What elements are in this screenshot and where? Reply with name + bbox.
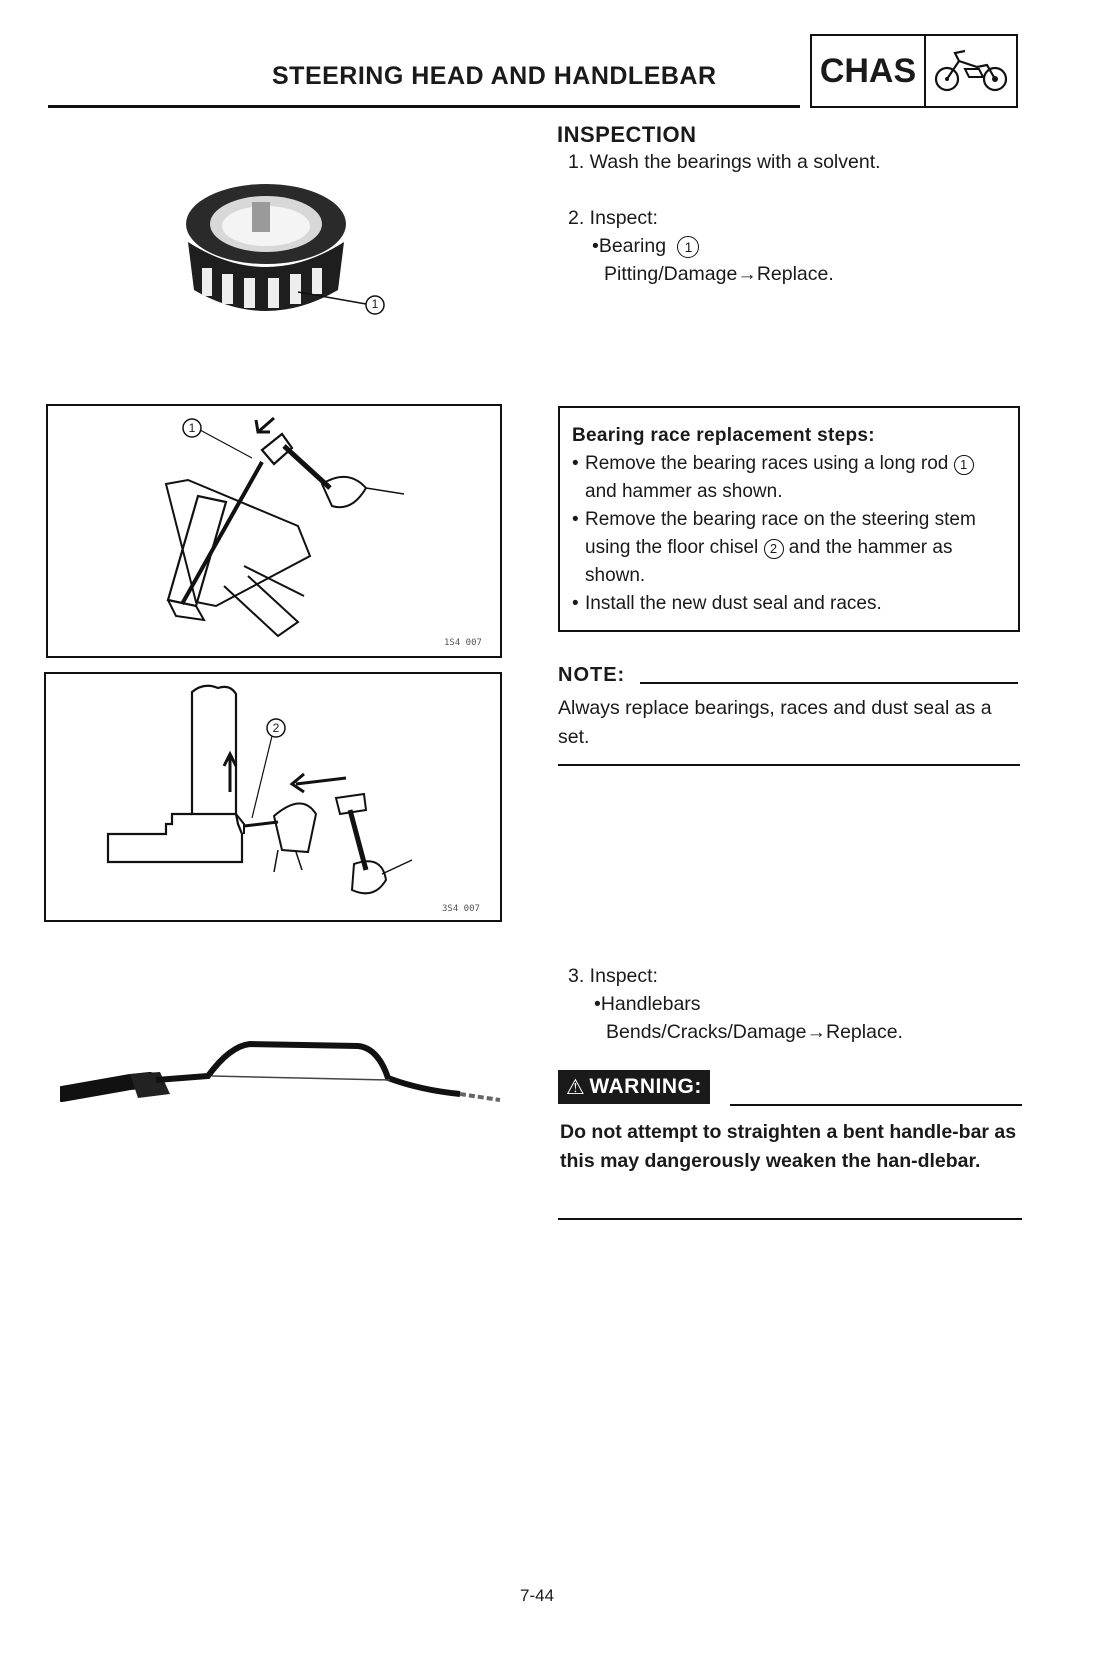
bullet-text: and the hammer as shown. xyxy=(585,537,953,586)
bullet-text: Install the new dust seal and races. xyxy=(585,593,882,614)
callout-ref: 2 xyxy=(764,539,784,559)
note-rule xyxy=(640,682,1018,684)
section-tab xyxy=(810,34,1018,108)
step-3-label: 3. Inspect: xyxy=(568,965,658,987)
chisel-callout: 2 xyxy=(272,721,280,735)
floor-chisel-figure xyxy=(44,672,502,922)
callout-ref: 1 xyxy=(954,455,974,475)
page-title: STEERING HEAD AND HANDLEBAR xyxy=(272,62,717,90)
figure-code: 3S4 007 xyxy=(442,904,480,914)
step-3-action: Bends/Cracks/Damage→Replace. xyxy=(606,1021,903,1043)
steps-bullet: • Remove the bearing race on the steering stem using the floor chisel 2 and the hammer as shown. xyxy=(572,509,976,586)
race-removal-figure xyxy=(46,404,502,658)
warning-rule xyxy=(730,1104,1022,1106)
bullet-text: Remove the bearing races using a long rod xyxy=(585,453,949,474)
step-2-item-text: •Bearing xyxy=(592,235,667,257)
bearing-callout: 1 xyxy=(371,297,379,311)
bearing-illustration xyxy=(178,172,428,342)
step-2-action: Pitting/Damage→Replace. xyxy=(604,263,834,285)
replacement-steps-box xyxy=(558,406,1020,632)
warning-end-rule xyxy=(558,1218,1022,1220)
step-1: 1. Wash the bearings with a solvent. xyxy=(568,151,881,173)
title-rule xyxy=(48,105,800,108)
step-2-label: 2. Inspect: xyxy=(568,207,658,229)
callout-ref: 1 xyxy=(677,236,699,258)
steps-bullet: • Remove the bearing races using a long rod 1 and hammer as shown. xyxy=(572,450,1006,506)
page-number: 7-44 xyxy=(520,1586,555,1605)
motorcycle-icon xyxy=(926,36,1016,106)
inspection-heading: INSPECTION xyxy=(557,122,697,147)
race-removal-callout: 1 xyxy=(188,421,196,435)
note-text: Always replace bearings, races and dust seal as a set. xyxy=(558,697,992,748)
note-end-rule xyxy=(558,764,1020,766)
figure-code: 1S4 007 xyxy=(444,638,482,648)
warning-text: Do not attempt to straighten a bent handle-bar as this may dangerously weaken the han-dlebar. xyxy=(560,1121,1017,1172)
steps-bullet: • Install the new dust seal and races. xyxy=(572,590,1006,618)
bullet-text: and hammer as shown. xyxy=(585,481,783,502)
note-label: NOTE: xyxy=(558,664,626,686)
warning-icon: ⚠ xyxy=(566,1075,586,1099)
step-3-item: •Handlebars xyxy=(594,993,701,1015)
bullet-text: Remove the bearing race on the steering stem using the floor chisel xyxy=(585,509,976,558)
section-code: CHAS xyxy=(812,36,926,106)
warning-badge xyxy=(558,1070,710,1104)
step-2-item xyxy=(592,232,699,260)
handlebar-illustration xyxy=(60,1034,510,1124)
warning-label: WARNING: xyxy=(589,1075,702,1098)
steps-title: Bearing race replacement steps: xyxy=(572,425,875,446)
